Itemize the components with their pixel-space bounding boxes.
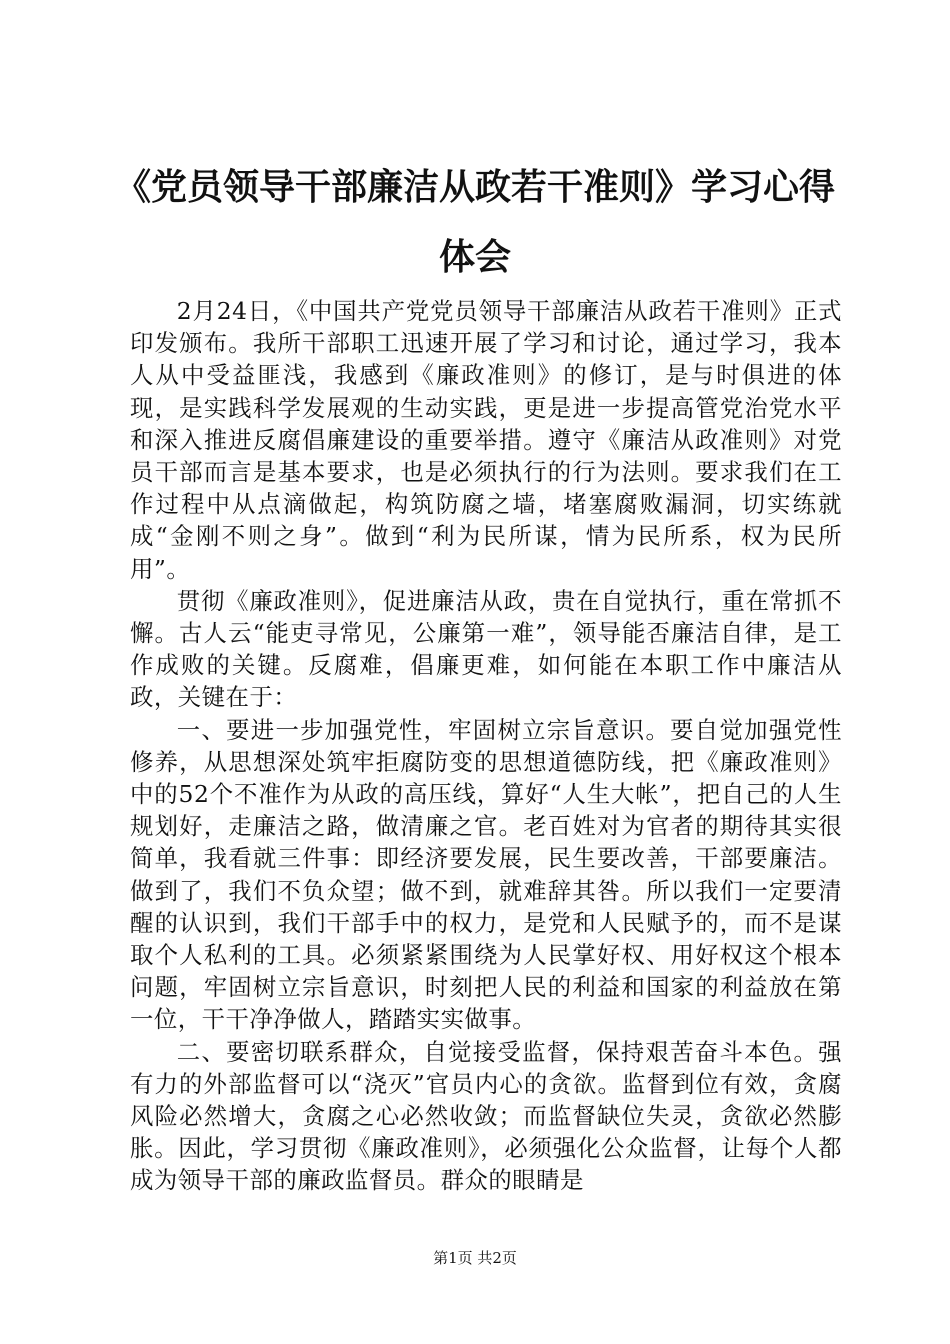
page-number-footer: 第1页 共2页 [433, 1249, 517, 1267]
paragraph-1: 2月24日，《中国共产党党员领导干部廉洁从政若干准则》正式印发颁布。我所干部职工迅速开展了学习和讨论，通过学习，我本人从中受益匪浅，我感到《廉政准则》的修订，是与时俱进的体现，是实践科学发展观的生动实践，更是进一步提高管党治党水平和深入推进反腐倡廉建设的重要举措。遵守《廉洁从政准则》对党员干部而言是基本要求，也是必须执行的行为法则。要求我们在工作过程中从点滴做起，构筑防腐之墙，堵塞腐败漏洞，切实练就成“金刚不则之身”。做到“利为民所谋，情为民所系，权为民所用”。 [130, 297, 842, 583]
paragraph-2: 贯彻《廉政准则》，促进廉洁从政，贵在自觉执行，重在常抓不懈。古人云“能吏寻常见，公廉第一难”，领导能否廉洁自律，是工作成败的关键。反腐难，倡廉更难，如何能在本职工作中廉洁从政，关键在于： [130, 586, 842, 712]
document-title: 《党员领导干部廉洁从政若干准则》学习心得体会 [114, 166, 835, 278]
paragraph-4: 二、要密切联系群众，自觉接受监督，保持艰苦奋斗本色。强有力的外部监督可以“浇灭”官员内心的贪欲。监督到位有效，贪腐风险必然增大，贪腐之心必然收敛；而监督缺位失灵，贪欲必然膨胀。因此，学习贯彻《廉政准则》，必须强化公众监督，让每个人都成为领导干部的廉政监督员。群众的眼睛是 [130, 1037, 842, 1195]
paragraph-3: 一、要进一步加强党性，牢固树立宗旨意识。要自觉加强党性修养，从思想深处筑牢拒腐防变的思想道德防线，把《廉政准则》中的52个不准作为从政的高压线，算好“人生大帐”，把自己的人生规划好，走廉洁之路，做清廉之官。老百姓对为官者的期待其实很简单，我看就三件事：即经济要发展，民生要改善，干部要廉洁。做到了，我们不负众望；做不到，就难辞其咎。所以我们一定要清醒的认识到，我们干部手中的权力，是党和人民赋予的，而不是谋取个人私利的工具。必须紧紧围绕为人民掌好权、用好权这个根本问题，牢固树立宗旨意识，时刻把人民的利益和国家的利益放在第一位，干干净净做人，踏踏实实做事。 [130, 715, 842, 1034]
document-body [130, 295, 842, 1197]
